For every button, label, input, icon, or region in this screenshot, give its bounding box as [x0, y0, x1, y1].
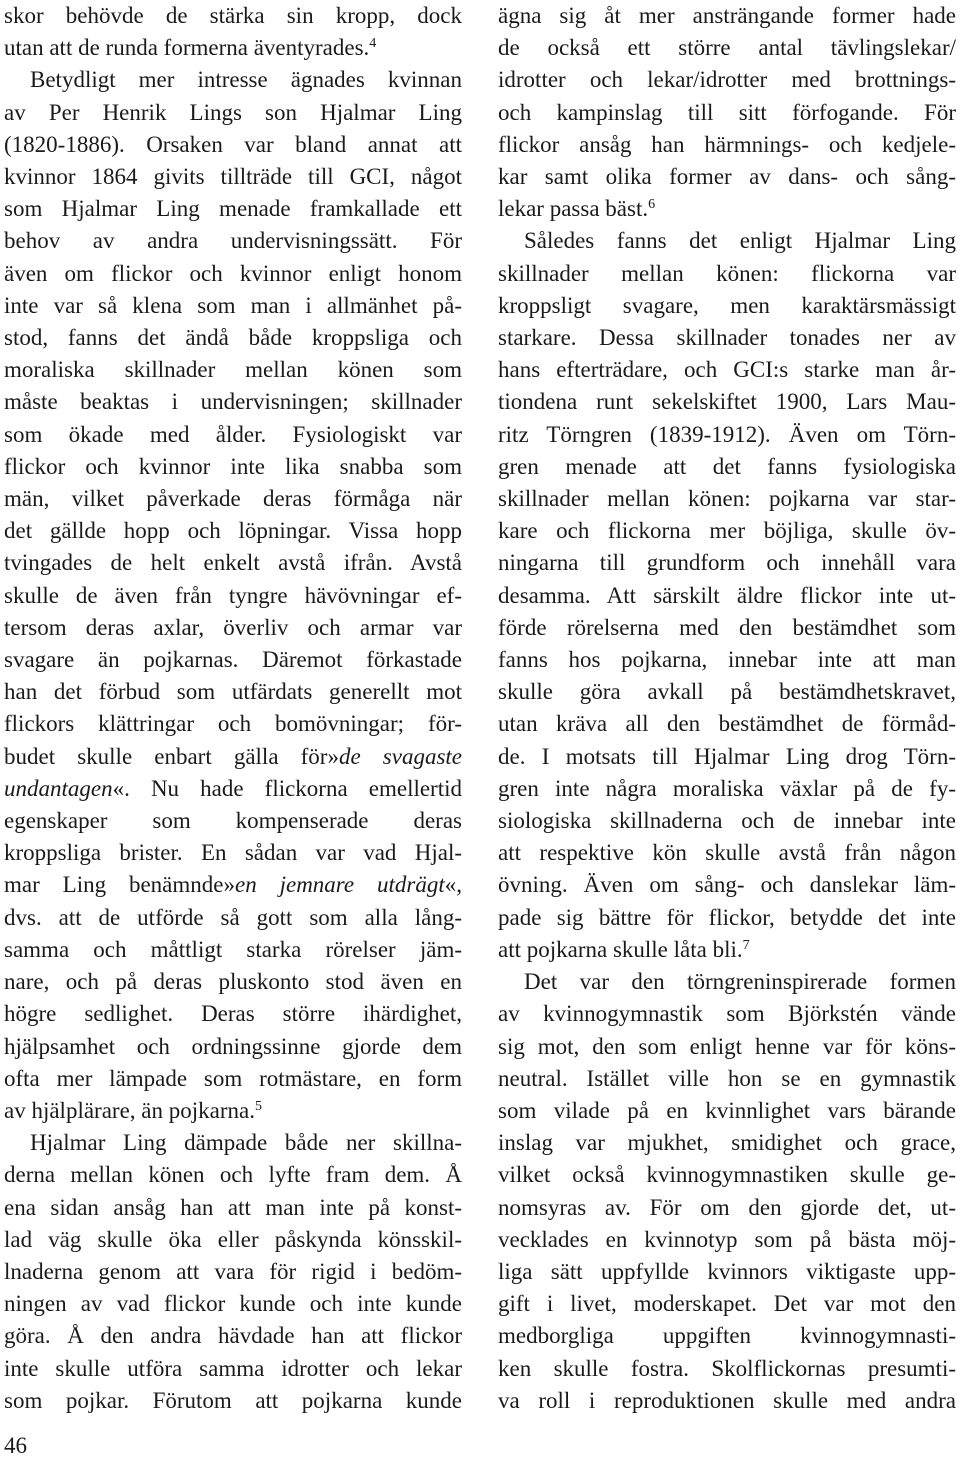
- line-text: lnaderna genom att vara för rigid i bedöm-: [4, 1258, 462, 1284]
- footnote-ref[interactable]: 4: [369, 36, 377, 52]
- line-text: skulle de även från tyngre hävövningar ef-: [4, 582, 462, 608]
- line-text: vilket också kvinnogymnastiken skulle ge-: [498, 1162, 956, 1188]
- text-line: [498, 1192, 956, 1224]
- line-text: gift i livet, moderskapet. Det var mot den: [498, 1291, 956, 1317]
- line-text: egenskaper som kompenserade deras: [4, 808, 462, 834]
- line-text: ofta mer lämpade som rotmästare, en form: [4, 1065, 462, 1091]
- text-line: [4, 869, 462, 901]
- line-text: han det förbud som utfärdats generellt mot: [4, 679, 462, 705]
- line-text: måste beaktas i undervisningen; skillnader: [4, 389, 462, 415]
- line-text: inslag var mjukhet, smidighet och grace,: [498, 1130, 956, 1156]
- line-text: hans efterträdare, och GCI:s starke man år-: [498, 357, 956, 383]
- line-text: kvinnor 1864 givits tillträde till GCI, något: [4, 164, 462, 190]
- line-text: ken skulle fostra. Skolflickornas presumti-: [498, 1355, 956, 1381]
- footnote-ref[interactable]: 5: [254, 1098, 262, 1114]
- text-line: [4, 1127, 462, 1159]
- line-text: tiondena runt sekelskiftet 1900, Lars Mau-: [498, 389, 956, 415]
- text-line: [498, 966, 956, 998]
- line-text: ningen av vad flickor kunde och inte kunde: [4, 1291, 462, 1317]
- line-text: pade sig bättre för flickor, betydde det inte: [498, 904, 956, 930]
- right-column: [498, 0, 956, 1417]
- text-line: [498, 1127, 956, 1159]
- line-text: sig mot, den som enligt henne var för köns-: [498, 1033, 956, 1059]
- line-text: medborgliga uppgiften kvinnogymnasti-: [498, 1323, 956, 1349]
- line-text: (1820-1886). Orsaken var bland annat att: [4, 131, 462, 157]
- line-text: budet skulle enbart gälla för»: [4, 743, 339, 769]
- line-text: lad väg skulle öka eller påskynda könsskil-: [4, 1226, 462, 1252]
- line-text: ena sidan ansåg han att man inte på konst-: [4, 1194, 462, 1220]
- text-line: [498, 1224, 956, 1256]
- text-line: [498, 515, 956, 547]
- line-text: Hjalmar Ling dämpade både ner skillna-: [30, 1130, 462, 1156]
- text-line: [4, 580, 462, 612]
- text-line: [498, 32, 956, 64]
- line-text: utan att de runda formerna äventyrades.: [4, 35, 370, 61]
- text-line: [4, 322, 462, 354]
- line-text: att pojkarna skulle låta bli.: [498, 936, 743, 962]
- text-line: [4, 1031, 462, 1063]
- line-text: ningarna till grundform och innehåll vara: [498, 550, 956, 576]
- text-line: [498, 773, 956, 805]
- text-line: [4, 1159, 462, 1191]
- text-line: [4, 1224, 462, 1256]
- text-line: [498, 1063, 956, 1095]
- line-text: som vilade på en kvinnlighet vars bärande: [498, 1097, 956, 1123]
- line-text: av Per Henrik Lings son Hjalmar Ling: [4, 99, 462, 125]
- line-text: göra. Å den andra hävdade han att flickor: [4, 1323, 462, 1349]
- line-text: Det var den törngreninspirerade formen: [524, 969, 956, 995]
- line-text: kroppsliga brister. En sådan var vad Hjal-: [4, 840, 462, 866]
- text-line: [4, 483, 462, 515]
- line-text: tvingades de helt enkelt avstå ifrån. Avstå: [4, 550, 462, 576]
- emphasis: en jemnare utdrägt: [235, 872, 445, 898]
- line-text: lekar passa bäst.: [498, 196, 649, 222]
- line-text: förde rörelserna med den bestämdhet som: [498, 614, 956, 640]
- text-line: [4, 386, 462, 418]
- text-line: [4, 0, 462, 32]
- line-text: inte skulle utföra samma idrotter och lekar: [4, 1355, 462, 1381]
- text-line: [498, 1353, 956, 1385]
- line-text: högre sedlighet. Deras större ihärdighet,: [4, 1001, 462, 1027]
- text-line: [498, 161, 956, 193]
- text-line: [4, 741, 462, 773]
- text-line: [4, 1256, 462, 1288]
- text-line: [498, 644, 956, 676]
- line-text: samma och måttligt starka rörelser jäm-: [4, 936, 462, 962]
- text-line: [498, 547, 956, 579]
- text-line: [4, 97, 462, 129]
- line-text: skillnader mellan könen: flickorna var: [498, 260, 956, 286]
- line-text: inte var så klena som man i allmänhet på-: [4, 292, 462, 318]
- line-text: nare, och på deras pluskonto stod även en: [4, 969, 462, 995]
- footnote-ref[interactable]: 7: [742, 937, 750, 953]
- line-text: att respektive kön skulle avstå från någon: [498, 840, 956, 866]
- line-text: de. I motsats till Hjalmar Ling drog Törn-: [498, 743, 956, 769]
- text-line: [4, 998, 462, 1030]
- text-line: [4, 225, 462, 257]
- line-text: idrotter och lekar/idrotter med brottnings-: [498, 67, 956, 93]
- line-text: stod, fanns det ändå både kroppsliga och: [4, 325, 462, 351]
- line-text: «. Nu hade flickorna emellertid: [112, 775, 462, 801]
- line-text: kar samt olika former av dans- och sång-: [498, 164, 956, 190]
- line-text: derna mellan könen och lyfte fram dem. Å: [4, 1162, 462, 1188]
- text-line: [4, 258, 462, 290]
- text-line: [498, 805, 956, 837]
- text-line: [498, 419, 956, 451]
- text-line: [4, 934, 462, 966]
- line-text: kroppsligt svagare, men karaktärsmässigt: [498, 292, 956, 318]
- line-text: av hjälplärare, än pojkarna.: [4, 1097, 255, 1123]
- line-text: va roll i reproduktionen skulle med andra: [498, 1387, 956, 1413]
- line-text: som ökade med ålder. Fysiologiskt var: [4, 421, 462, 447]
- line-text: flickor ansåg han härmnings- och kedjele-: [498, 131, 956, 157]
- line-text: som Hjalmar Ling menade framkallade ett: [4, 196, 462, 222]
- line-text: av kvinnogymnastik som Björkstén vände: [498, 1001, 956, 1027]
- line-text: skulle göra avkall på bestämdhetskravet,: [498, 679, 956, 705]
- text-line: [498, 451, 956, 483]
- line-text: moraliska skillnader mellan könen som: [4, 357, 462, 383]
- text-line: [498, 1288, 956, 1320]
- text-line: [498, 1320, 956, 1352]
- text-line: [498, 0, 956, 32]
- text-line: [498, 869, 956, 901]
- text-line: [498, 612, 956, 644]
- line-text: behov av andra undervisningssätt. För: [4, 228, 462, 254]
- text-line: [4, 708, 462, 740]
- text-line: [4, 1288, 462, 1320]
- line-text: och kampinslag till sitt förfogande. För: [498, 99, 956, 125]
- line-text: Således fanns det enligt Hjalmar Ling: [524, 228, 956, 254]
- line-text: skillnader mellan könen: pojkarna var star-: [498, 486, 956, 512]
- text-line: [498, 676, 956, 708]
- emphasis: undantagen: [4, 775, 113, 801]
- line-text: siologiska skillnaderna och de innebar inte: [498, 808, 956, 834]
- line-text: flickors klättringar och bomövningar; för-: [4, 711, 462, 737]
- text-line: [4, 419, 462, 451]
- line-text: flickor och kvinnor inte lika snabba som: [4, 453, 462, 479]
- line-text: vecklades en kvinnotyp som på bästa möj-: [498, 1226, 956, 1252]
- line-text: det gällde hopp och löpningar. Vissa hopp: [4, 518, 462, 544]
- text-line: [4, 676, 462, 708]
- text-line: [4, 612, 462, 644]
- text-line: [4, 966, 462, 998]
- text-line: [498, 1031, 956, 1063]
- line-text: dvs. att de utförde så gott som alla lång-: [4, 904, 462, 930]
- line-text: nomsyras av. För om den gjorde det, ut-: [498, 1194, 956, 1220]
- text-line: [498, 902, 956, 934]
- text-line: [498, 64, 956, 96]
- line-text: neutral. Istället ville hon se en gymnastik: [498, 1065, 956, 1091]
- text-line: [4, 64, 462, 96]
- text-line: [498, 386, 956, 418]
- text-line: [498, 998, 956, 1030]
- text-line: [498, 580, 956, 612]
- line-text: kare och flickorna mer böjliga, skulle öv-: [498, 518, 956, 544]
- text-line: [4, 644, 462, 676]
- line-text: övning. Även om sång- och danslekar läm-: [498, 872, 956, 898]
- line-text: ritz Törngren (1839-1912). Även om Törn-: [498, 421, 956, 447]
- text-line: [4, 1063, 462, 1095]
- line-text: gren menade att det fanns fysiologiska: [498, 453, 956, 479]
- text-line: [4, 129, 462, 161]
- text-line: [498, 290, 956, 322]
- text-line: [498, 225, 956, 257]
- text-line: [4, 290, 462, 322]
- line-text: utan kräva all den bestämdhet de förmåd-: [498, 711, 956, 737]
- line-text: mar Ling benämnde»: [4, 872, 235, 898]
- text-line: [498, 837, 956, 869]
- text-line: [498, 741, 956, 773]
- footnote-ref[interactable]: 6: [648, 197, 656, 213]
- text-line: [498, 1159, 956, 1191]
- line-text: gren inte några moraliska växlar på de fy-: [498, 775, 956, 801]
- line-text: tersom deras axlar, överliv och armar var: [4, 614, 462, 640]
- line-text: liga sätt uppfyllde kvinnors viktigaste upp-: [498, 1258, 956, 1284]
- text-line: [498, 1095, 956, 1127]
- emphasis: de svagaste: [338, 743, 462, 769]
- text-line: [498, 1385, 956, 1417]
- text-line: [498, 193, 956, 225]
- text-line: [4, 1353, 462, 1385]
- text-line: [4, 773, 462, 805]
- text-line: [498, 354, 956, 386]
- line-text: fanns hos pojkarna, innebar inte att man: [498, 647, 956, 673]
- text-line: [4, 354, 462, 386]
- text-line: [498, 258, 956, 290]
- text-line: [4, 805, 462, 837]
- line-text: män, vilket påverkade deras förmåga när: [4, 486, 462, 512]
- line-text: hjälpsamhet och ordningssinne gjorde dem: [4, 1033, 462, 1059]
- line-text: även om flickor och kvinnor enligt honom: [4, 260, 462, 286]
- text-line: [4, 902, 462, 934]
- text-line: [4, 1385, 462, 1417]
- line-text: ägna sig åt mer ansträngande former hade: [498, 3, 956, 28]
- line-text: desamma. Att särskilt äldre flickor inte ut-: [498, 582, 956, 608]
- text-line: [4, 1095, 462, 1127]
- line-text: som pojkar. Förutom att pojkarna kunde: [4, 1387, 462, 1413]
- text-line: [4, 515, 462, 547]
- line-text: de också ett större antal tävlingslekar/: [498, 35, 956, 61]
- left-column: [4, 0, 462, 1417]
- text-line: [498, 708, 956, 740]
- text-line: [498, 934, 956, 966]
- line-tail: «,: [444, 872, 462, 898]
- line-text: skor behövde de stärka sin kropp, dock: [4, 3, 462, 28]
- text-line: [498, 1256, 956, 1288]
- page-number: 46: [4, 1433, 27, 1458]
- text-line: [4, 547, 462, 579]
- text-line: [498, 322, 956, 354]
- text-line: [498, 483, 956, 515]
- text-line: [4, 1192, 462, 1224]
- line-text: starkare. Dessa skillnader tonades ner av: [498, 325, 956, 351]
- text-line: [4, 837, 462, 869]
- line-text: svagare än pojkarnas. Däremot förkastade: [4, 647, 462, 673]
- text-line: [498, 129, 956, 161]
- text-line: [4, 193, 462, 225]
- text-line: [4, 1320, 462, 1352]
- text-line: [4, 32, 462, 64]
- line-text: Betydligt mer intresse ägnades kvinnan: [30, 67, 462, 93]
- text-line: [4, 161, 462, 193]
- text-line: [498, 97, 956, 129]
- text-line: [4, 451, 462, 483]
